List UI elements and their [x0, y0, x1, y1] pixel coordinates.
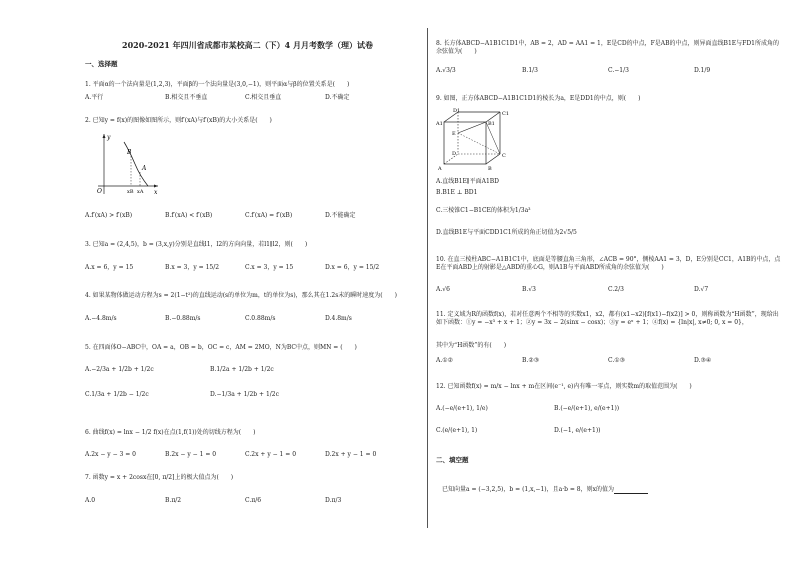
option-a: A.−2/3a + 1/2b + 1/2c — [85, 366, 154, 373]
question-7-options — [85, 497, 405, 505]
question-11: 11. 定义域为R的函数f(x)，若对任意两个不相等的实数x1，x2，都有(x1−x2)[f(x1)−f(x2)] > 0，则称函数为“H函数”，现给出如下函数：①y = −x³ + x + 1；②y = 3x − 2(sinx − cosx)；③y = eˣ + 1；④f(x) = {ln|x|, x≠0; 0, x = 0}， — [436, 311, 779, 326]
vertex-c1-label: C1 — [502, 111, 510, 117]
section-fill-heading: 二、填空题 — [436, 456, 469, 464]
x-axis-label: x — [154, 189, 158, 196]
option-c: C.π/6 — [245, 497, 262, 504]
question-2: 2. 已知y = f(x)的图像如图所示，则f′(xA)与f′(xB)的大小关系是( ) — [85, 117, 272, 124]
option-c: C.(e/(e+1), 1) — [436, 427, 478, 434]
question-9: 9. 如图，正方体ABCD−A1B1C1D1的棱长为a，E是DD1的中点，则( ) — [436, 95, 641, 102]
option-a: A.直线B1E∥平面A1BD — [436, 178, 499, 185]
exam-title: 2020-2021 年四川省成都市某校高二（下）4 月月考数学（理）试卷 — [122, 40, 373, 50]
y-axis-label: y — [107, 134, 111, 141]
option-b: B.√3 — [522, 286, 536, 293]
option-d: D.(−1, e/(e+1)) — [554, 427, 601, 434]
question-13 — [442, 486, 648, 494]
question-9-options — [436, 178, 577, 244]
option-a: A.2x − y − 3 = 0 — [85, 451, 136, 458]
question-10: 10. 在直三棱柱ABC−A1B1C1中，底面是等腰直角三角形，∠ACB = 90°，侧棱AA1 = 3，D，E分别是CC1，A1B的中点，点E在平面ABD上的射影是△ABD的重心G，则A1B与平面ABD所成角的余弦值为( ) — [436, 256, 781, 271]
option-b: B.f′(xA) < f′(xB) — [165, 212, 213, 219]
point-b-label: B — [127, 149, 132, 156]
option-a: A.x = 6，y = 15 — [85, 264, 134, 271]
point-a-label: A — [142, 165, 147, 172]
point-e-label: E — [452, 131, 456, 137]
option-b: B.1/3 — [522, 67, 538, 74]
question-6: 6. 曲线f(x) = lnx − 1/2 f(x)在点(1,f(1))处的切线方程为( ) — [85, 429, 256, 436]
option-b: B.(−e/(e+1), e/(e+1)) — [554, 405, 620, 412]
option-d: D.不确定 — [325, 94, 350, 101]
option-d: D.不能确定 — [325, 212, 356, 219]
question-12-options-row2 — [436, 427, 601, 435]
option-b: B.B1E ⊥ BD1 — [436, 189, 478, 196]
cube-figure — [436, 106, 516, 172]
option-c: C.0.88m/s — [245, 315, 276, 322]
section-choice-heading: 一、选择题 — [85, 60, 118, 68]
xa-label: xA — [137, 189, 144, 195]
option-b: B.−0.88m/s — [165, 315, 201, 322]
option-b: B.1/2a + 1/2b + 1/2c — [210, 366, 274, 373]
answer-blank — [614, 487, 648, 494]
option-d: D.2x + y − 1 = 0 — [325, 451, 377, 458]
question-3-options — [85, 264, 405, 272]
column-divider — [427, 28, 428, 528]
option-c: C.1/3a + 1/2b − 1/2c — [85, 391, 149, 398]
option-d: D.π/3 — [325, 497, 342, 504]
option-c: C.相交且垂直 — [245, 94, 282, 101]
vertex-a1-label: A1 — [436, 121, 443, 127]
option-c: C.三棱锥C1−B1CE的体积为1/3a³ — [436, 207, 531, 214]
option-b: B.π/2 — [165, 497, 182, 504]
function-graph-figure — [90, 130, 160, 196]
option-a: A.√6 — [436, 286, 450, 293]
option-b: B.②③ — [522, 357, 540, 364]
xb-label: xB — [127, 189, 134, 195]
option-c: C.2x + y − 1 = 0 — [245, 451, 297, 458]
origin-label: O — [97, 188, 102, 195]
option-a: A.0 — [85, 497, 96, 504]
option-d: D.③④ — [694, 357, 712, 364]
vertex-a-label: A — [438, 166, 442, 172]
question-8-options — [436, 67, 780, 75]
question-12: 12. 已知函数f(x) = m/x − lnx + m在区间(e⁻¹, e)内有唯一零点，则实数m的取值范围为( ) — [436, 383, 692, 390]
option-a: A.√3/3 — [436, 67, 456, 74]
option-b: B.相交且不垂直 — [165, 94, 208, 101]
option-d: D.直线B1E与平面CDD1C1所成的角正切值为2√5/5 — [436, 229, 577, 236]
option-a: A.平行 — [85, 94, 104, 101]
question-5-options-row2 — [85, 391, 335, 399]
question-1-options — [85, 94, 405, 102]
option-a: A.f′(xA) > f′(xB) — [85, 212, 133, 219]
question-13-text: 已知向量a = (−3,2,5)，b = (1,x,−1)，且a·b = 8，则x的值为 — [442, 486, 614, 493]
option-d: D.4.8m/s — [325, 315, 352, 322]
option-c: C.2/3 — [608, 286, 624, 293]
vertex-d1-label: D1 — [453, 108, 461, 114]
vertex-b1-label: B1 — [488, 121, 495, 127]
option-a: A.①② — [436, 357, 453, 364]
question-11-ask: 其中为“H函数”的有( ) — [436, 342, 507, 349]
question-11-options — [436, 357, 780, 365]
option-c: C.f′(xA) = f′(xB) — [245, 212, 293, 219]
option-c: C.①③ — [608, 357, 626, 364]
option-a: A.(−e/(e+1), 1/e) — [436, 405, 488, 412]
option-c: C.x = 3，y = 15 — [245, 264, 294, 271]
question-7: 7. 函数y = x + 2cosx在[0, π/2]上的极大值点为( ) — [85, 474, 234, 481]
option-d: D.x = 6，y = 15/2 — [325, 264, 380, 271]
vertex-c-label: C — [502, 153, 506, 159]
question-4: 4. 如果某物体做运动方程为s = 2(1−t²)的直线运动(s的单位为m，t的单位为s)，那么其在1.2s末的瞬时速度为( ) — [85, 292, 397, 299]
question-10-options — [436, 286, 780, 294]
question-2-options — [85, 212, 405, 220]
option-b: B.2x − y − 1 = 0 — [165, 451, 217, 458]
question-1: 1. 平面α的一个法向量是(1,2,3)，平面β的一个法向量是(3,0,−1)，则平面α与β的位置关系是( ) — [85, 81, 350, 88]
vertex-d-label: D — [452, 151, 457, 157]
option-d: D.1/9 — [694, 67, 711, 74]
option-d: D.−1/3a + 1/2b + 1/2c — [210, 391, 279, 398]
question-6-options — [85, 451, 405, 459]
option-b: B.x = 3，y = 15/2 — [165, 264, 220, 271]
vertex-b-label: B — [488, 166, 492, 172]
question-12-options-row1 — [436, 405, 619, 413]
option-a: A.−4.8m/s — [85, 315, 117, 322]
question-8: 8. 长方体ABCD−A1B1C1D1中，AB = 2，AD = AA1 = 1，E是CD的中点，F是AB的中点，则异面直线B1E与FD1所成角的余弦值为( ) — [436, 40, 779, 55]
question-5-options-row1 — [85, 366, 335, 374]
option-d: D.√7 — [694, 286, 709, 293]
question-3: 3. 已知a = (2,4,5)，b = (3,x,y)分别是直线l1，l2的方向向量，若l1∥l2，则( ) — [85, 241, 308, 248]
question-4-options — [85, 315, 405, 323]
question-5: 5. 在四面体O−ABC中，OA = a，OB = b，OC = c，AM = 2MO，N为BC中点，则MN = ( ) — [85, 344, 357, 351]
option-c: C.−1/3 — [608, 67, 629, 74]
